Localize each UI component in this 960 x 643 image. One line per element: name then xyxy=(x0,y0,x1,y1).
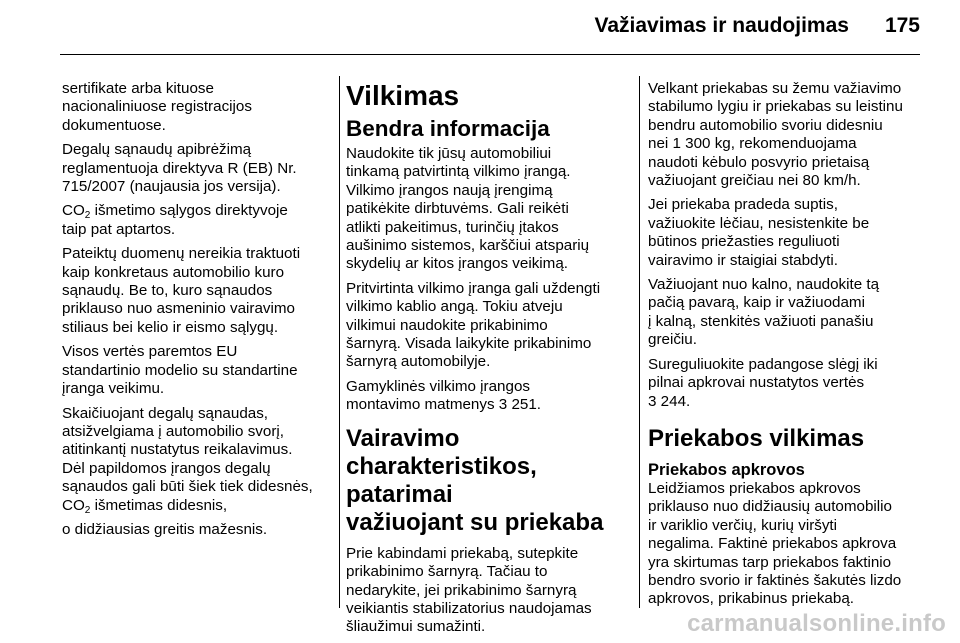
column-2 xyxy=(346,80,630,643)
paragraph: Naudokite tik jūsų automobiliui tinkamą patvirtintą vilkimo įrangą. Vilkimo įrangos naują įrengimą patikėkite dirbtuvėms. Gali reikėti atlikti pakeitimus, turinčių įtakos aušinimo sistemos, karščiui atsparių skydelių ar kitos įrangos veikimą. xyxy=(346,145,590,273)
text-span: 244. xyxy=(656,392,691,410)
paragraph: Leidžiamos priekabos apkrovos priklauso nuo didžiausių automobilio ir variklio verčių, kurių viršyti negalima. Faktinė priekabos apkrova yra skirtumas tarp priekabos faktinio bendro svorio ir faktinės šakutės lizdo apkrovos, prikabinus priekabą. xyxy=(648,479,902,608)
running-title: Važiavimas ir naudojimas xyxy=(594,14,849,37)
paragraph: Pateiktų duomenų nereikia traktuoti kaip konkretaus automobilio kuro sąnaudų. Be to, kuro sąnaudos priklauso nuo asmeninio vairavimo stiliaus bei kelio ir eismo sąlygų. xyxy=(62,245,301,336)
column-divider xyxy=(639,76,640,608)
paragraph: Visos vertės paremtos EU standartinio modelio su standartine įranga veikimu. xyxy=(62,343,298,398)
subsection-heading: Vairavimo charakteristikos, patarimai važiuojant su priekaba xyxy=(346,424,604,536)
paragraph xyxy=(648,356,930,411)
paragraph: Velkant priekabas su žemu važiavimo stabilumo lygiu ir priekabas su leistinu bendru automobilio svoriu didesniu nei 1 300 kg, rekomenduojama naudoti kėbulo posvyrio prietaisą važiuojant greičiau nei 80 km/h. xyxy=(648,80,903,190)
paragraph: Važiuojant nuo kalno, naudokite tą pačią pavarą, kaip ir važiuodami į kalną, stenkitės važiuoti panašiu greičiu. xyxy=(648,276,880,349)
section-heading: Vilkimas xyxy=(346,80,460,111)
paragraph: Pritvirtinta vilkimo įranga gali uždengti vilkimo kablio angą. Tokiu atveju vilkimui naudokite prikabinimo šarnyrą. Visada laikykite prikabinimo šarnyrą automobilyje. xyxy=(346,279,601,371)
column-divider xyxy=(339,76,340,608)
text-span: 251. xyxy=(507,396,541,414)
column-3 xyxy=(648,80,930,615)
text-span: Gamyklinės vilkimo įrangos montavimo matmenys xyxy=(346,377,530,414)
text-span: išmetimo sąlygos direktyvoje taip pat aptartos. xyxy=(62,202,288,238)
paragraph xyxy=(62,202,334,239)
paragraph xyxy=(346,378,630,415)
page-number: 175 xyxy=(884,14,920,37)
subscript: 2 xyxy=(84,210,91,222)
header-rule xyxy=(60,54,920,55)
text-span: Sureguliuokite padangose slėgį iki pilnai apkrovai nustatytos vertės xyxy=(648,355,878,392)
column-1 xyxy=(62,80,334,545)
paragraph: Prie kabindami priekabą, sutepkite prikabinimo šarnyrą. Tačiau to nedarykite, jei prikabinimo šarnyrą veikiantis stabilizatorius naudojamas šliaužimui sumažinti. xyxy=(346,544,592,636)
text-span: CO xyxy=(62,202,85,220)
cross-reference-icon: 3 xyxy=(498,396,508,414)
text-span: išmetimas didesnis, xyxy=(90,496,228,514)
subsection-heading: Priekabos apkrovos xyxy=(648,460,805,479)
text-span: Skaičiuojant degalų sąnaudas, atsižvelgiama į automobilio svorį, atitinkantį nustatytus reikalavimus. Dėl papildomos įrangos degalų sąnaudos gali būti šiek tiek didesnės, CO xyxy=(62,404,313,514)
subsection-heading: Bendra informacija xyxy=(346,116,550,141)
paragraph xyxy=(62,405,334,515)
paragraph: o didžiausias greitis mažesnis. xyxy=(62,520,268,538)
watermark: carmanualsonline.info xyxy=(687,610,946,637)
subscript: 2 xyxy=(84,504,91,516)
paragraph: Jei priekaba pradeda suptis, važiuokite lėčiau, nesistenkite be būtinos priežasties reguliuoti vairavimo ir staigiai stabdyti. xyxy=(648,196,870,269)
cross-reference-icon: 3 xyxy=(648,392,657,410)
paragraph: sertifikate arba kituose nacionaliniuose registracijos dokumentuose. xyxy=(62,80,252,134)
section-heading: Priekabos vilkimas xyxy=(648,424,865,452)
page-header xyxy=(60,14,920,48)
paragraph: Degalų sąnaudų apibrėžimą reglamentuoja direktyva R (EB) Nr. 715/2007 (naujausia jos versija). xyxy=(62,141,297,196)
